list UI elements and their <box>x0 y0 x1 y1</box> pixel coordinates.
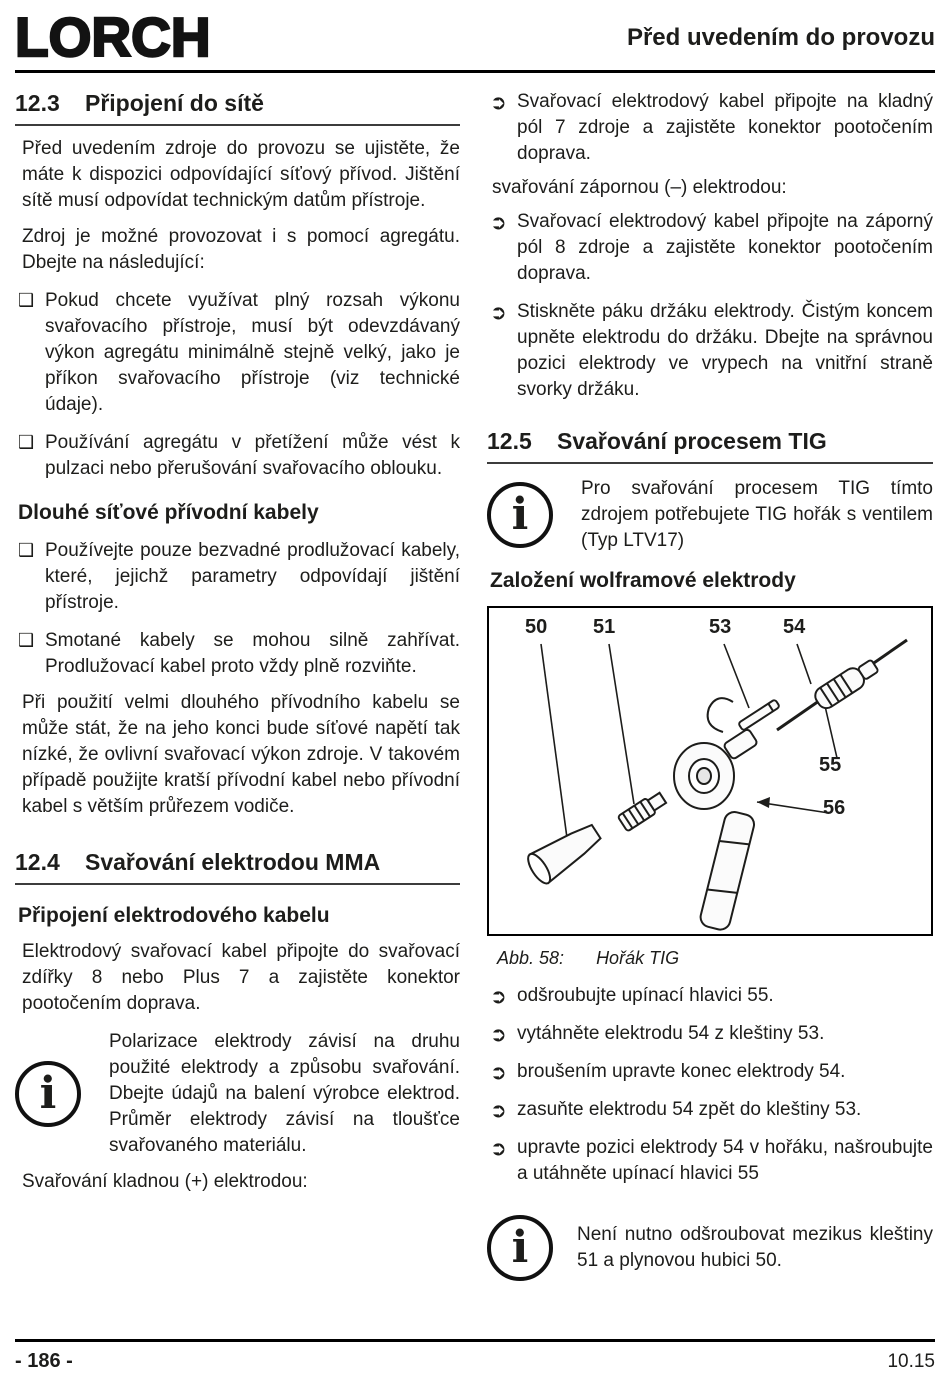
section-number: 12.4 <box>15 849 60 875</box>
step-text: vytáhněte elektrodu 54 z kleštiny 53. <box>517 1023 825 1044</box>
section-heading-12-5 <box>487 427 933 464</box>
info-text: Polarizace elektrody závisí na druhu použité elektrody a způsobu svařování. Dbejte údajů na balení výrobce elektrod. Průměr elektrody závisí na tloušťce svařovaného materiálu. <box>109 1031 460 1156</box>
paragraph: Svařování kladnou (+) elektrodou: <box>22 1171 308 1192</box>
subheading-tungsten-electrode: Založení wolframové elektrody <box>490 569 796 592</box>
figure-caption-text: Hořák TIG <box>596 948 680 968</box>
figure-label-55: 55 <box>819 754 842 776</box>
info-icon-letter: i <box>511 1222 529 1273</box>
arrow-bullet-icon: ➲ <box>490 984 507 1008</box>
info-icon <box>15 1061 81 1127</box>
collet-body <box>618 790 668 831</box>
arrow-bullet-icon: ➲ <box>490 1136 507 1160</box>
info-text: Pro svařování procesem TIG tímto zdrojem potřebujete TIG hořák s ventilem (Typ LTV17) <box>581 478 933 551</box>
section-title: Připojení do sítě <box>85 90 264 116</box>
collet <box>738 699 780 731</box>
paragraph: svařování zápornou (–) elektrodou: <box>492 177 787 198</box>
bullet-text: Pokud chcete využívat plný rozsah výkonu svařovacího přístroje, musí být odevzdávaný výkon agregátu minimálně stejně velký, jako je příkon svařovacího přístroje (viz technické údaje). <box>45 290 460 415</box>
arrow-step <box>487 299 933 403</box>
step-text: Stiskněte páku držáku elektrody. Čistým koncem upněte elektrodu do držáku. Dbejte na správnou pozici elektrody ve vrypech na vnitřní straně svorky držáku. <box>517 301 933 400</box>
step-text: zasuňte elektrodu 54 zpět do kleštiny 53. <box>517 1099 862 1120</box>
checkbox-icon: ❑ <box>18 432 35 453</box>
chapter-title: Před uvedením do provozu <box>626 24 935 51</box>
page-footer <box>15 1339 935 1375</box>
section-title: Svařování elektrodou MMA <box>85 849 381 875</box>
arrow-step <box>487 209 933 287</box>
checkbox-bullet <box>15 538 460 616</box>
figure-label-51: 51 <box>593 616 616 638</box>
section-heading-12-3 <box>15 89 460 126</box>
paragraph: Zdroj je možné provozovat i s pomocí agregátu. Dbejte na následující: <box>22 226 460 273</box>
arrow-bullet-icon: ➲ <box>490 300 507 324</box>
section-heading-12-4 <box>15 848 460 885</box>
gas-nozzle <box>524 817 605 886</box>
step-text: Svařovací elektrodový kabel připojte na záporný pól 8 zdroje a zajistěte konektor pootočením doprava. <box>517 211 933 284</box>
back-cap <box>812 656 881 711</box>
document-version: 10.15 <box>887 1351 935 1372</box>
figure-label-54: 54 <box>783 616 806 638</box>
arrow-step <box>487 89 933 167</box>
info-icon-letter: i <box>511 489 529 540</box>
checkbox-icon: ❑ <box>18 290 35 311</box>
arrow-bullet-icon: ➲ <box>490 90 507 114</box>
info-note <box>15 1029 460 1159</box>
info-icon-letter: i <box>39 1068 57 1119</box>
page-header <box>15 0 935 68</box>
arrow-step <box>487 1059 933 1085</box>
torch-handle <box>698 810 756 932</box>
tig-torch-figure <box>487 606 933 936</box>
page-number: - 186 - <box>15 1350 73 1372</box>
bullet-text: Používání agregátu v přetížení může vést k pulzaci nebo přerušování svařovacího oblouku. <box>45 432 460 479</box>
arrow-bullet-icon: ➲ <box>490 210 507 234</box>
section-number: 12.3 <box>15 90 60 116</box>
figure-label-50: 50 <box>525 616 548 638</box>
info-note <box>487 1215 933 1281</box>
lorch-logo: LORCH <box>15 6 211 68</box>
section-title: Svařování procesem TIG <box>557 428 827 454</box>
figure-caption <box>487 945 933 971</box>
bullet-text: Používejte pouze bezvadné prodlužovací kabely, které, jejichž parametry odpovídají jištění přístroje. <box>45 540 460 613</box>
info-icon <box>487 1215 553 1281</box>
paragraph: Při použití velmi dlouhého přívodního kabelu se může stát, že na jeho konci bude síťové napětí tak nízké, že ovlivní svařovací výkon zdroje. V takovém případě použijte kratší přívodní kabel nebo přívodní kabel s větším průřezem vodiče. <box>22 692 460 817</box>
checkbox-icon: ❑ <box>18 630 35 651</box>
right-column <box>487 73 933 1281</box>
step-text: Svařovací elektrodový kabel připojte na kladný pól 7 zdroje a zajistěte konektor pootočením doprava. <box>517 91 933 164</box>
paragraph: Před uvedením zdroje do provozu se ujistěte, že máte k dispozici odpovídající síťový přívod. Jištění sítě musí odpovídat technickým datům přístroje. <box>22 138 460 211</box>
step-text: upravte pozici elektrody 54 v hořáku, našroubujte a utáhněte upínací hlavici 55 <box>517 1137 933 1184</box>
checkbox-icon: ❑ <box>18 540 35 561</box>
arrow-bullet-icon: ➲ <box>490 1022 507 1046</box>
info-text: Není nutno odšroubovat mezikus kleštiny 51 a plynovou hubici 50. <box>577 1224 933 1271</box>
step-text: odšroubujte upínací hlavici 55. <box>517 985 774 1006</box>
tig-torch-diagram <box>489 608 931 934</box>
footer-row <box>15 1342 935 1375</box>
arrow-bullet-icon: ➲ <box>490 1098 507 1122</box>
checkbox-bullet <box>15 430 460 482</box>
step-text: broušením upravte konec elektrody 54. <box>517 1061 846 1082</box>
section-number: 12.5 <box>487 428 532 454</box>
bullet-text: Smotané kabely se mohou silně zahřívat. Prodlužovací kabel proto vždy plně rozviňte. <box>45 630 460 677</box>
arrow-step <box>487 983 933 1009</box>
info-icon <box>487 482 553 548</box>
arrow-bullet-icon: ➲ <box>490 1060 507 1084</box>
paragraph: Elektrodový svařovací kabel připojte do svařovací zdířky 8 nebo Plus 7 a zajistěte konektor pootočením doprava. <box>22 941 460 1014</box>
checkbox-bullet <box>15 628 460 680</box>
checkbox-bullet <box>15 288 460 418</box>
two-column-layout <box>15 73 935 1281</box>
arrow-step <box>487 1135 933 1187</box>
arrow-step <box>487 1021 933 1047</box>
figure-label-53: 53 <box>709 616 732 638</box>
subheading-cables: Dlouhé síťové přívodní kabely <box>18 501 319 524</box>
info-note <box>487 476 933 554</box>
arrow-step <box>487 1097 933 1123</box>
subheading-electrode-cable: Připojení elektrodového kabelu <box>18 904 330 927</box>
figure-caption-label: Abb. 58: <box>497 948 565 968</box>
figure-label-56: 56 <box>823 797 846 819</box>
left-column <box>15 73 460 1281</box>
